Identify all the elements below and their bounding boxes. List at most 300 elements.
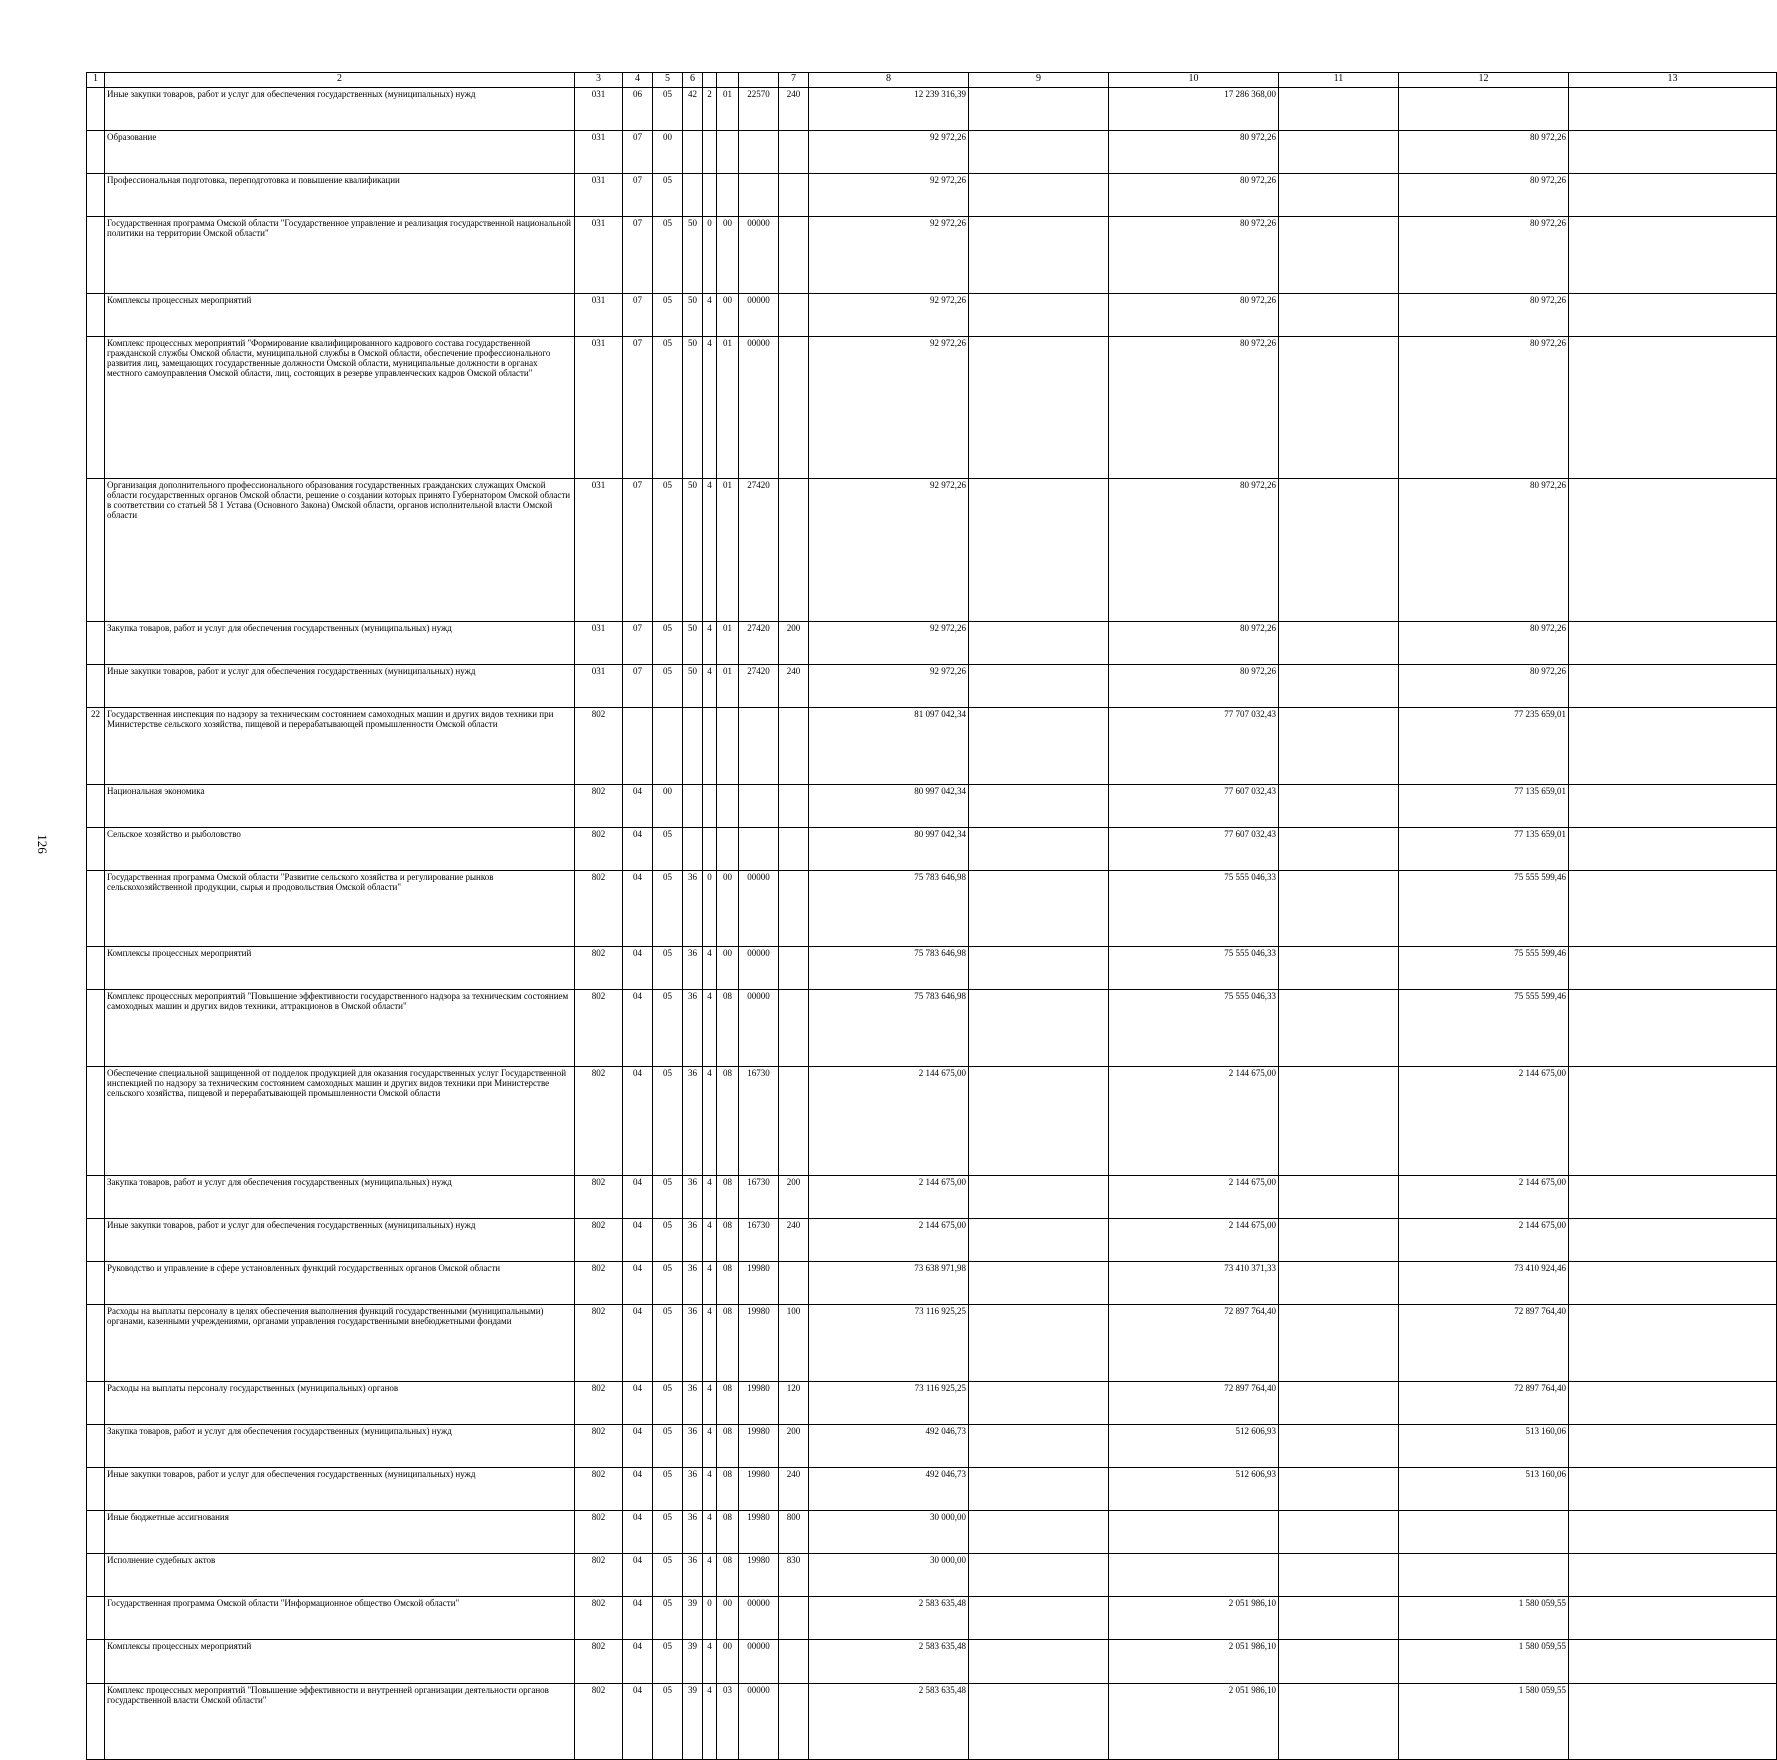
cell-c6b: 4 <box>703 665 717 708</box>
cell-c9 <box>969 947 1109 990</box>
cell-c8: 12 239 316,39 <box>809 88 969 131</box>
cell-c10: 80 972,26 <box>1109 665 1279 708</box>
cell-c6b: 4 <box>703 1262 717 1305</box>
table-row <box>87 479 1777 622</box>
header-cell <box>717 73 739 88</box>
cell-c6c: 01 <box>717 622 739 665</box>
cell-c6b: 4 <box>703 1219 717 1262</box>
cell-c2: Сельское хозяйство и рыболовство <box>105 827 575 870</box>
cell-c12: 1 580 059,55 <box>1399 1597 1569 1640</box>
cell-c9 <box>969 622 1109 665</box>
cell-c6c: 00 <box>717 1597 739 1640</box>
cell-c13 <box>1569 336 1777 479</box>
cell-c13 <box>1569 665 1777 708</box>
cell-c13 <box>1569 1066 1777 1175</box>
cell-c2: Государственная инспекция по надзору за техническим состоянием самоходных машин и других видов техники при Министерстве сельского хозяйства, пищевой и перерабатывающей промышленности Омской области <box>105 708 575 784</box>
cell-c8: 2 583 635,48 <box>809 1683 969 1759</box>
cell-c9 <box>969 1511 1109 1554</box>
cell-c7 <box>779 336 809 479</box>
cell-c2: Руководство и управление в сфере установленных функций государственных органов Омской области <box>105 1262 575 1305</box>
cell-c10: 80 972,26 <box>1109 131 1279 174</box>
cell-c6d: 19980 <box>739 1424 779 1467</box>
cell-c3: 031 <box>575 665 623 708</box>
cell-c3: 031 <box>575 622 623 665</box>
cell-c9 <box>969 479 1109 622</box>
cell-c6c <box>717 827 739 870</box>
cell-c9 <box>969 1640 1109 1683</box>
cell-c1 <box>87 1511 105 1554</box>
cell-c7 <box>779 870 809 946</box>
cell-c3: 802 <box>575 1305 623 1381</box>
cell-c10: 75 555 046,33 <box>1109 990 1279 1066</box>
cell-c6a: 36 <box>683 1305 703 1381</box>
cell-c2: Национальная экономика <box>105 784 575 827</box>
cell-c6b: 4 <box>703 1467 717 1510</box>
cell-c6c: 08 <box>717 1424 739 1467</box>
header-cell <box>739 73 779 88</box>
table-row <box>87 1467 1777 1510</box>
cell-c12 <box>1399 1554 1569 1597</box>
cell-c4: 04 <box>623 784 653 827</box>
cell-c6c: 00 <box>717 217 739 293</box>
cell-c1 <box>87 1554 105 1597</box>
table-row <box>87 1683 1777 1759</box>
cell-c11 <box>1279 131 1399 174</box>
cell-c6a: 36 <box>683 1467 703 1510</box>
table-row <box>87 990 1777 1066</box>
cell-c9 <box>969 1467 1109 1510</box>
cell-c10: 80 972,26 <box>1109 479 1279 622</box>
cell-c6d: 00000 <box>739 870 779 946</box>
cell-c6d <box>739 784 779 827</box>
cell-c11 <box>1279 1066 1399 1175</box>
cell-c13 <box>1569 990 1777 1066</box>
cell-c9 <box>969 1554 1109 1597</box>
cell-c5: 05 <box>653 665 683 708</box>
cell-c8: 80 997 042,34 <box>809 827 969 870</box>
cell-c10: 80 972,26 <box>1109 217 1279 293</box>
cell-c7: 800 <box>779 1511 809 1554</box>
cell-c6c: 00 <box>717 293 739 336</box>
cell-c8: 92 972,26 <box>809 217 969 293</box>
cell-c4: 07 <box>623 174 653 217</box>
cell-c3: 802 <box>575 1176 623 1219</box>
cell-c12: 72 897 764,40 <box>1399 1381 1569 1424</box>
cell-c8: 73 638 971,98 <box>809 1262 969 1305</box>
cell-c2: Закупка товаров, работ и услуг для обеспечения государственных (муниципальных) нужд <box>105 622 575 665</box>
table-row <box>87 131 1777 174</box>
cell-c10: 77 707 032,43 <box>1109 708 1279 784</box>
cell-c6c: 08 <box>717 1305 739 1381</box>
cell-c5: 05 <box>653 1381 683 1424</box>
cell-c8: 92 972,26 <box>809 622 969 665</box>
table-row <box>87 217 1777 293</box>
cell-c2: Государственная программа Омской области "Развитие сельского хозяйства и регулирование рынков сельскохозяйственной продукции, сырья и продовольствия Омской области" <box>105 870 575 946</box>
cell-c11 <box>1279 1381 1399 1424</box>
cell-c10: 512 606,93 <box>1109 1467 1279 1510</box>
cell-c3: 031 <box>575 174 623 217</box>
cell-c12: 80 972,26 <box>1399 336 1569 479</box>
table-row <box>87 1176 1777 1219</box>
table-row <box>87 1597 1777 1640</box>
cell-c4: 07 <box>623 622 653 665</box>
cell-c6c: 08 <box>717 1066 739 1175</box>
cell-c6d: 19980 <box>739 1511 779 1554</box>
cell-c6a <box>683 174 703 217</box>
cell-c9 <box>969 870 1109 946</box>
cell-c2: Иные закупки товаров, работ и услуг для обеспечения государственных (муниципальных) нужд <box>105 665 575 708</box>
cell-c8: 92 972,26 <box>809 131 969 174</box>
cell-c10: 77 607 032,43 <box>1109 827 1279 870</box>
cell-c13 <box>1569 1219 1777 1262</box>
cell-c11 <box>1279 1219 1399 1262</box>
cell-c5: 00 <box>653 784 683 827</box>
cell-c6c: 08 <box>717 1511 739 1554</box>
cell-c6a: 39 <box>683 1683 703 1759</box>
header-cell: 4 <box>623 73 653 88</box>
cell-c4: 04 <box>623 1511 653 1554</box>
cell-c6d: 19980 <box>739 1554 779 1597</box>
cell-c6b: 2 <box>703 88 717 131</box>
cell-c2: Расходы на выплаты персоналу в целях обеспечения выполнения функций государственными (муниципальными) органами, казенными учреждениями, органами управления государственными внебюджетными фондами <box>105 1305 575 1381</box>
cell-c6c: 03 <box>717 1683 739 1759</box>
cell-c1 <box>87 1424 105 1467</box>
cell-c4: 04 <box>623 990 653 1066</box>
cell-c11 <box>1279 1424 1399 1467</box>
cell-c4: 04 <box>623 947 653 990</box>
cell-c8: 2 144 675,00 <box>809 1176 969 1219</box>
cell-c10: 80 972,26 <box>1109 336 1279 479</box>
cell-c4: 07 <box>623 131 653 174</box>
cell-c7 <box>779 990 809 1066</box>
cell-c2: Расходы на выплаты персоналу государственных (муниципальных) органов <box>105 1381 575 1424</box>
table-row <box>87 336 1777 479</box>
header-cell: 7 <box>779 73 809 88</box>
cell-c6a: 50 <box>683 665 703 708</box>
cell-c13 <box>1569 870 1777 946</box>
cell-c13 <box>1569 1554 1777 1597</box>
cell-c5: 05 <box>653 990 683 1066</box>
cell-c6a: 50 <box>683 293 703 336</box>
header-cell: 9 <box>969 73 1109 88</box>
cell-c12 <box>1399 1511 1569 1554</box>
cell-c3: 802 <box>575 1219 623 1262</box>
table-row <box>87 88 1777 131</box>
header-cell: 5 <box>653 73 683 88</box>
cell-c6b: 0 <box>703 217 717 293</box>
header-cell: 6 <box>683 73 703 88</box>
cell-c3: 802 <box>575 1381 623 1424</box>
cell-c8: 2 583 635,48 <box>809 1597 969 1640</box>
cell-c12: 73 410 924,46 <box>1399 1262 1569 1305</box>
cell-c13 <box>1569 784 1777 827</box>
cell-c13 <box>1569 1683 1777 1759</box>
cell-c6d: 22570 <box>739 88 779 131</box>
cell-c4 <box>623 708 653 784</box>
cell-c1 <box>87 1597 105 1640</box>
cell-c10: 75 555 046,33 <box>1109 870 1279 946</box>
cell-c13 <box>1569 131 1777 174</box>
cell-c6b: 4 <box>703 1305 717 1381</box>
cell-c2: Иные закупки товаров, работ и услуг для обеспечения государственных (муниципальных) нужд <box>105 1219 575 1262</box>
cell-c11 <box>1279 174 1399 217</box>
cell-c6c: 01 <box>717 479 739 622</box>
cell-c1 <box>87 990 105 1066</box>
cell-c6a: 36 <box>683 870 703 946</box>
cell-c8: 92 972,26 <box>809 336 969 479</box>
cell-c5: 05 <box>653 1424 683 1467</box>
cell-c3: 802 <box>575 1467 623 1510</box>
cell-c11 <box>1279 1467 1399 1510</box>
cell-c3: 031 <box>575 336 623 479</box>
cell-c5: 05 <box>653 293 683 336</box>
cell-c6b: 4 <box>703 1683 717 1759</box>
cell-c4: 04 <box>623 1066 653 1175</box>
cell-c5: 05 <box>653 1511 683 1554</box>
cell-c13 <box>1569 88 1777 131</box>
cell-c9 <box>969 1381 1109 1424</box>
cell-c7 <box>779 827 809 870</box>
cell-c6b: 4 <box>703 947 717 990</box>
cell-c12: 80 972,26 <box>1399 293 1569 336</box>
cell-c9 <box>969 1219 1109 1262</box>
cell-c10: 2 144 675,00 <box>1109 1219 1279 1262</box>
cell-c1 <box>87 827 105 870</box>
header-row <box>87 73 1777 88</box>
table-row <box>87 1219 1777 1262</box>
cell-c11 <box>1279 1511 1399 1554</box>
cell-c13 <box>1569 1176 1777 1219</box>
cell-c11 <box>1279 1305 1399 1381</box>
cell-c6a: 39 <box>683 1597 703 1640</box>
table-row <box>87 1305 1777 1381</box>
cell-c10: 77 607 032,43 <box>1109 784 1279 827</box>
cell-c6b <box>703 131 717 174</box>
cell-c6a: 36 <box>683 947 703 990</box>
cell-c8: 75 783 646,98 <box>809 870 969 946</box>
cell-c10: 73 410 371,33 <box>1109 1262 1279 1305</box>
cell-c7: 100 <box>779 1305 809 1381</box>
cell-c11 <box>1279 1597 1399 1640</box>
cell-c6a <box>683 131 703 174</box>
cell-c6b: 0 <box>703 870 717 946</box>
table-row <box>87 174 1777 217</box>
cell-c8: 30 000,00 <box>809 1554 969 1597</box>
cell-c12: 80 972,26 <box>1399 131 1569 174</box>
table-row <box>87 622 1777 665</box>
table-row <box>87 708 1777 784</box>
cell-c13 <box>1569 293 1777 336</box>
cell-c11 <box>1279 293 1399 336</box>
cell-c9 <box>969 1066 1109 1175</box>
cell-c10 <box>1109 1511 1279 1554</box>
cell-c6a: 36 <box>683 1219 703 1262</box>
header-cell: 13 <box>1569 73 1777 88</box>
cell-c1 <box>87 1219 105 1262</box>
cell-c5: 05 <box>653 88 683 131</box>
cell-c11 <box>1279 336 1399 479</box>
cell-c6c: 00 <box>717 1640 739 1683</box>
cell-c8: 75 783 646,98 <box>809 990 969 1066</box>
cell-c3: 802 <box>575 870 623 946</box>
table-row <box>87 1640 1777 1683</box>
cell-c10: 2 144 675,00 <box>1109 1176 1279 1219</box>
cell-c1 <box>87 1305 105 1381</box>
cell-c6d: 19980 <box>739 1262 779 1305</box>
cell-c11 <box>1279 88 1399 131</box>
cell-c8: 92 972,26 <box>809 293 969 336</box>
cell-c7 <box>779 1683 809 1759</box>
cell-c8: 2 144 675,00 <box>809 1219 969 1262</box>
cell-c4: 07 <box>623 217 653 293</box>
cell-c1 <box>87 293 105 336</box>
cell-c6d <box>739 708 779 784</box>
cell-c13 <box>1569 479 1777 622</box>
cell-c5: 05 <box>653 1176 683 1219</box>
cell-c6a: 42 <box>683 88 703 131</box>
cell-c3: 031 <box>575 217 623 293</box>
cell-c3: 802 <box>575 1554 623 1597</box>
cell-c9 <box>969 131 1109 174</box>
cell-c6a <box>683 827 703 870</box>
cell-c6a: 50 <box>683 217 703 293</box>
cell-c1 <box>87 1066 105 1175</box>
cell-c9 <box>969 1176 1109 1219</box>
cell-c12: 80 972,26 <box>1399 217 1569 293</box>
cell-c12: 75 555 599,46 <box>1399 990 1569 1066</box>
cell-c11 <box>1279 784 1399 827</box>
cell-c13 <box>1569 1640 1777 1683</box>
cell-c4: 04 <box>623 1381 653 1424</box>
cell-c12: 72 897 764,40 <box>1399 1305 1569 1381</box>
cell-c8: 92 972,26 <box>809 174 969 217</box>
cell-c6a: 36 <box>683 990 703 1066</box>
cell-c5: 05 <box>653 1262 683 1305</box>
cell-c6c <box>717 174 739 217</box>
cell-c3: 802 <box>575 1424 623 1467</box>
cell-c13 <box>1569 1467 1777 1510</box>
header-cell: 10 <box>1109 73 1279 88</box>
cell-c13 <box>1569 1511 1777 1554</box>
table-row <box>87 827 1777 870</box>
cell-c6d <box>739 174 779 217</box>
cell-c9 <box>969 1683 1109 1759</box>
table-row <box>87 665 1777 708</box>
cell-c7 <box>779 293 809 336</box>
cell-c12: 2 144 675,00 <box>1399 1066 1569 1175</box>
cell-c11 <box>1279 665 1399 708</box>
cell-c4: 04 <box>623 1305 653 1381</box>
cell-c3: 802 <box>575 1640 623 1683</box>
header-cell: 11 <box>1279 73 1399 88</box>
cell-c11 <box>1279 1683 1399 1759</box>
cell-c10: 80 972,26 <box>1109 293 1279 336</box>
cell-c9 <box>969 1262 1109 1305</box>
cell-c7: 240 <box>779 1219 809 1262</box>
cell-c12: 2 144 675,00 <box>1399 1176 1569 1219</box>
cell-c7: 830 <box>779 1554 809 1597</box>
cell-c1: 22 <box>87 708 105 784</box>
cell-c6d: 27420 <box>739 665 779 708</box>
cell-c8: 92 972,26 <box>809 479 969 622</box>
cell-c1 <box>87 622 105 665</box>
cell-c5: 05 <box>653 1640 683 1683</box>
cell-c3: 802 <box>575 1066 623 1175</box>
cell-c7 <box>779 1262 809 1305</box>
cell-c4: 07 <box>623 479 653 622</box>
cell-c6d: 27420 <box>739 479 779 622</box>
rotated-sheet <box>86 72 1678 1760</box>
cell-c6d: 00000 <box>739 293 779 336</box>
cell-c6c <box>717 784 739 827</box>
cell-c11 <box>1279 708 1399 784</box>
cell-c7 <box>779 217 809 293</box>
cell-c11 <box>1279 870 1399 946</box>
cell-c7: 200 <box>779 1424 809 1467</box>
cell-c6d: 00000 <box>739 336 779 479</box>
cell-c1 <box>87 88 105 131</box>
cell-c6d: 19980 <box>739 1305 779 1381</box>
cell-c5: 05 <box>653 1597 683 1640</box>
table-row <box>87 870 1777 946</box>
cell-c4: 04 <box>623 1176 653 1219</box>
cell-c2: Профессиональная подготовка, переподготовка и повышение квалификации <box>105 174 575 217</box>
cell-c2: Комплекс процессных мероприятий "Формирование квалифицированного кадрового состава государственной гражданской службы Омской области, муниципальной службы в Омской области, обеспечение профессионального развития лиц, замещающих государственные должности Омской области, муниципальные должности в органах местного самоуправления Омской области, лиц, состоящих в резерве управленческих кадров Омской области" <box>105 336 575 479</box>
cell-c2: Комплексы процессных мероприятий <box>105 947 575 990</box>
cell-c6d: 00000 <box>739 1597 779 1640</box>
cell-c5: 05 <box>653 336 683 479</box>
cell-c11 <box>1279 1640 1399 1683</box>
page-number: 126 <box>35 834 50 854</box>
cell-c5: 05 <box>653 479 683 622</box>
cell-c1 <box>87 1381 105 1424</box>
cell-c12: 2 144 675,00 <box>1399 1219 1569 1262</box>
cell-c3: 802 <box>575 1511 623 1554</box>
header-cell <box>703 73 717 88</box>
cell-c13 <box>1569 1597 1777 1640</box>
cell-c7: 200 <box>779 622 809 665</box>
cell-c6b: 4 <box>703 1066 717 1175</box>
cell-c9 <box>969 217 1109 293</box>
cell-c1 <box>87 336 105 479</box>
cell-c6a: 50 <box>683 622 703 665</box>
cell-c6b: 4 <box>703 1176 717 1219</box>
cell-c1 <box>87 1262 105 1305</box>
cell-c11 <box>1279 479 1399 622</box>
cell-c3: 802 <box>575 784 623 827</box>
cell-c7 <box>779 1066 809 1175</box>
cell-c6b: 4 <box>703 1381 717 1424</box>
cell-c2: Комплекс процессных мероприятий "Повышение эффективности и внутренней организации деятельности органов государственной власти Омской области" <box>105 1683 575 1759</box>
cell-c7 <box>779 947 809 990</box>
cell-c9 <box>969 708 1109 784</box>
cell-c12: 1 580 059,55 <box>1399 1640 1569 1683</box>
cell-c1 <box>87 784 105 827</box>
cell-c6d <box>739 131 779 174</box>
cell-c6d: 27420 <box>739 622 779 665</box>
cell-c6c <box>717 708 739 784</box>
cell-c5: 05 <box>653 1683 683 1759</box>
cell-c6d: 00000 <box>739 1640 779 1683</box>
cell-c13 <box>1569 1262 1777 1305</box>
cell-c4: 04 <box>623 1219 653 1262</box>
cell-c13 <box>1569 1381 1777 1424</box>
cell-c11 <box>1279 990 1399 1066</box>
table-row <box>87 1511 1777 1554</box>
cell-c11 <box>1279 622 1399 665</box>
cell-c13 <box>1569 708 1777 784</box>
cell-c6c: 01 <box>717 336 739 479</box>
